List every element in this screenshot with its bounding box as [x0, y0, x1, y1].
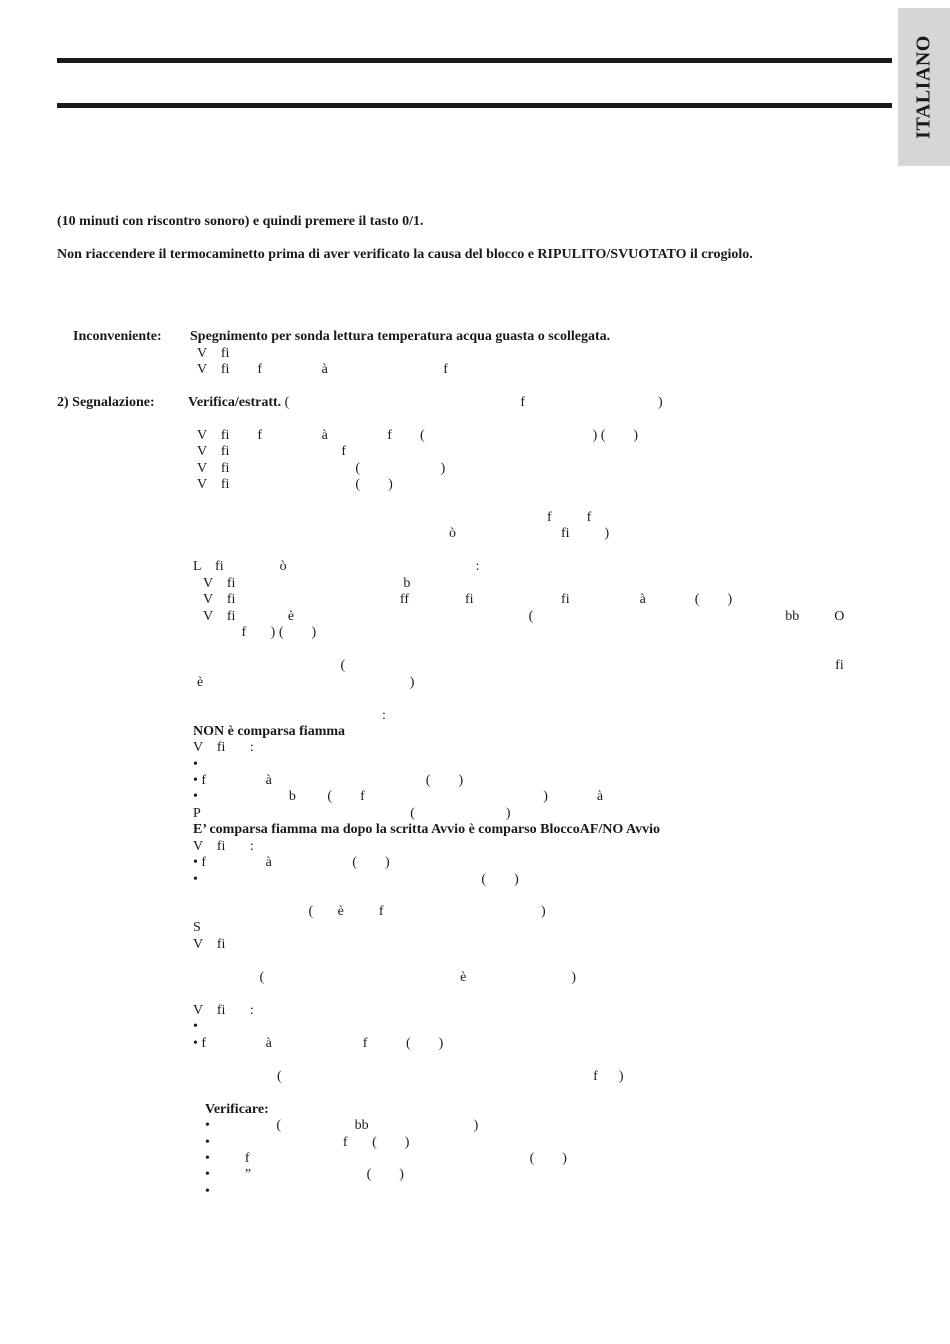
fault2-title-line	[188, 395, 663, 411]
fault2-title-rest: ( f )	[281, 395, 663, 410]
para3-line: è )	[197, 675, 415, 690]
fault1-label: Inconveniente:	[73, 329, 162, 344]
verify-line: • f ( )	[205, 1135, 410, 1150]
language-tab-label: ITALIANO	[912, 35, 935, 139]
para2-line: V fi è ( bb O	[203, 609, 845, 624]
no-flame-line: • f à ( )	[193, 773, 464, 788]
para4-heading: :	[193, 708, 386, 723]
para5-line: S	[193, 920, 201, 935]
sub3-line: V fi :	[193, 1003, 254, 1018]
no-flame-line: • b ( f ) à	[193, 789, 604, 804]
no-flame-line: V fi :	[193, 740, 254, 755]
para5-line: ( è f )	[193, 904, 546, 919]
second-rule	[57, 103, 892, 108]
fault2-label: 2) Segnalazione:	[57, 395, 155, 410]
top-rule	[57, 58, 892, 63]
intro-line-2: Non riaccendere il termocaminetto prima di aver verificato la causa del blocco e RIPULITO/SVUOTATO il crogiolo.	[57, 247, 753, 262]
fault2-line: V fi ( )	[197, 477, 393, 492]
language-tab	[898, 8, 950, 166]
flame-block-title: E’ comparsa fiamma ma dopo la scritta Avvio è comparso BloccoAF/NO Avvio	[193, 822, 660, 837]
verify-line: •	[205, 1184, 210, 1199]
para1-line: f f	[197, 510, 592, 525]
fault1-title: Spegnimento per sonda lettura temperatura acqua guasta o scollegata.	[190, 329, 611, 344]
no-flame-line: •	[193, 757, 198, 772]
para2-heading: L fi ò :	[193, 559, 480, 574]
fault2-line: V fi ( )	[197, 461, 446, 476]
verify-line: • ” ( )	[205, 1167, 404, 1182]
flame-block-line: • f à ( )	[193, 855, 390, 870]
fault2-line: V fi f à f ( ) ( )	[197, 428, 639, 443]
para3-line: ( fi	[197, 658, 844, 673]
para2-line: V fi ff fi fi à ( )	[203, 592, 733, 607]
flame-block-line: • ( )	[193, 872, 519, 887]
fault1-line: V fi f à f	[197, 362, 448, 377]
no-flame-line: P ( )	[193, 806, 511, 821]
intro-line-1: (10 minuti con riscontro sonoro) e quindi premere il tasto 0/1.	[57, 214, 424, 229]
para2-line: V fi b	[203, 576, 411, 591]
fault2-line: V fi f	[197, 444, 347, 459]
sub3-line: •	[193, 1019, 198, 1034]
no-flame-title: NON è comparsa fiamma	[193, 724, 346, 739]
fault2-title: Verifica/estratt.	[188, 395, 282, 410]
para5-line: V fi	[193, 937, 226, 952]
para2-line: f ) ( )	[203, 625, 317, 640]
para6-line: ( è )	[193, 970, 577, 985]
fault1-line: V fi	[197, 346, 230, 361]
flame-block-line: V fi :	[193, 839, 254, 854]
verify-title: Verificare:	[205, 1102, 269, 1117]
para7-line: ( f )	[193, 1069, 624, 1084]
sub3-line: • f à f ( )	[193, 1036, 444, 1051]
verify-line: • f ( )	[205, 1151, 567, 1166]
para1-line: ò fi )	[197, 526, 610, 541]
verify-line: • ( bb )	[205, 1118, 479, 1133]
